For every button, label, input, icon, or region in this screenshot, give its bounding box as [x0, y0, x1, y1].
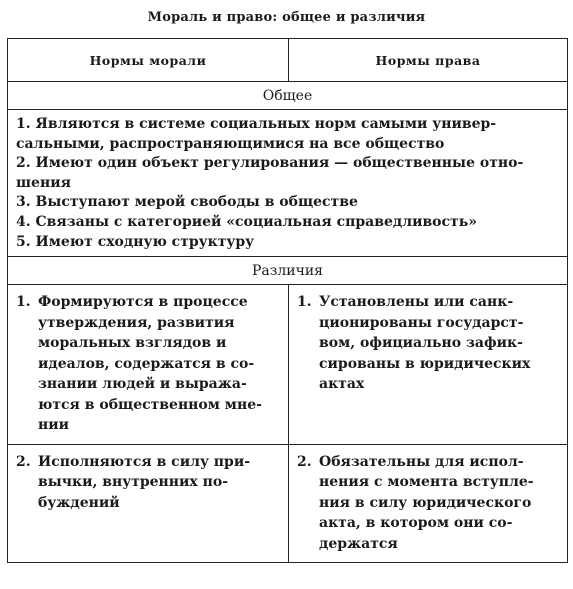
common-line: 5. Имеют сходную структуру: [16, 233, 255, 250]
morals-difference-cell: [8, 444, 289, 563]
differences-heading: Различия: [8, 257, 568, 285]
common-heading-row: [8, 82, 568, 110]
common-line: 3. Выступают мерой свободы в обществе: [16, 194, 358, 211]
item-number: 2.: [16, 453, 31, 470]
common-line: сальными, распространяющимися на все общество: [16, 135, 445, 152]
item-number: 1.: [16, 294, 31, 311]
morals-difference-text: Формируются в процессе утверждения, развития моральных взглядов и идеалов, содержатся в со- знании людей и выража- ются в общественном мне- нии: [38, 294, 262, 434]
common-heading: Общее: [8, 82, 568, 110]
comparison-table: [7, 38, 568, 563]
column-header-law: Нормы права: [289, 39, 568, 82]
law-difference-cell: [289, 444, 568, 563]
law-difference-cell: [289, 285, 568, 445]
column-header-row: [8, 39, 568, 82]
common-line: 4. Связаны с категорией «социальная справедливость»: [16, 213, 477, 230]
law-difference-text: Обязательны для испол- нения с момента вступле- ния в силу юридического акта, в котором они со- держатся: [319, 453, 534, 552]
column-header-morals: Нормы морали: [8, 39, 289, 82]
differences-row: [8, 285, 568, 445]
item-number: 2.: [297, 453, 312, 470]
common-list: [8, 110, 568, 257]
item-number: 1.: [297, 294, 312, 311]
morals-difference-text: Исполняются в силу при- вычки, внутренних по- буждений: [38, 453, 251, 511]
differences-heading-row: [8, 257, 568, 285]
differences-row: [8, 444, 568, 563]
common-line: 2. Имеют один объект регулирования — общественные отно-: [16, 155, 524, 172]
law-difference-text: Установлены или санк- ционированы государст- вом, официально зафик- сированы в юридических актах: [319, 294, 531, 393]
common-line: шения: [16, 174, 71, 191]
common-list-row: [8, 110, 568, 257]
common-line: 1. Являются в системе социальных норм самыми универ-: [16, 116, 497, 132]
page-title: Мораль и право: общее и различия: [147, 10, 426, 25]
morals-difference-cell: [8, 285, 289, 445]
